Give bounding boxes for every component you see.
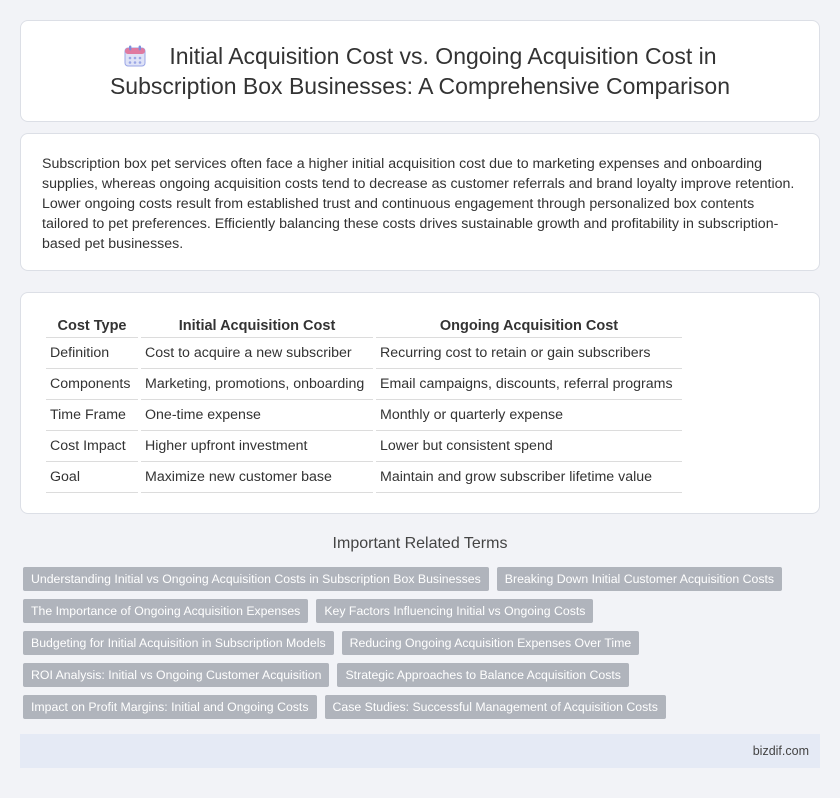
column-header-cost-type: Cost Type bbox=[46, 315, 138, 338]
page-title-text: Initial Acquisition Cost vs. Ongoing Acquisition Cost in Subscription Box Businesses: A Comprehensive Comparison bbox=[109, 43, 731, 99]
column-header-ongoing: Ongoing Acquisition Cost bbox=[376, 315, 682, 338]
table-cell: Cost to acquire a new subscriber bbox=[141, 338, 373, 369]
related-term-tag[interactable]: Impact on Profit Margins: Initial and Ongoing Costs bbox=[23, 695, 317, 719]
table-cell: One-time expense bbox=[141, 400, 373, 431]
title-card bbox=[20, 20, 820, 122]
table-cell: Higher upfront investment bbox=[141, 431, 373, 462]
intro-card bbox=[20, 133, 820, 271]
table-cell: Goal bbox=[46, 462, 138, 493]
table-cell: Maintain and grow subscriber lifetime value bbox=[376, 462, 682, 493]
tag-row bbox=[23, 599, 823, 623]
table-cell: Monthly or quarterly expense bbox=[376, 400, 682, 431]
related-term-tag[interactable]: Strategic Approaches to Balance Acquisition Costs bbox=[337, 663, 628, 687]
related-term-tag[interactable]: Case Studies: Successful Management of Acquisition Costs bbox=[325, 695, 666, 719]
related-term-tag[interactable]: Breaking Down Initial Customer Acquisition Costs bbox=[497, 567, 782, 591]
table-header-row bbox=[46, 315, 682, 338]
comparison-table-card bbox=[20, 292, 820, 514]
related-term-tag[interactable]: The Importance of Ongoing Acquisition Expenses bbox=[23, 599, 308, 623]
table-cell: Recurring cost to retain or gain subscribers bbox=[376, 338, 682, 369]
tag-row bbox=[23, 663, 823, 687]
table-row bbox=[46, 462, 682, 493]
calendar-icon bbox=[123, 44, 147, 68]
table-cell: Components bbox=[46, 369, 138, 400]
footer bbox=[20, 734, 820, 768]
table-cell: Marketing, promotions, onboarding bbox=[141, 369, 373, 400]
tag-row bbox=[23, 567, 823, 591]
table-row bbox=[46, 400, 682, 431]
related-term-tag[interactable]: Reducing Ongoing Acquisition Expenses Over Time bbox=[342, 631, 640, 655]
related-terms-heading: Important Related Terms bbox=[332, 535, 508, 552]
table-cell: Definition bbox=[46, 338, 138, 369]
table-row bbox=[46, 431, 682, 462]
related-term-tag[interactable]: ROI Analysis: Initial vs Ongoing Customer Acquisition bbox=[23, 663, 329, 687]
table-cell: Cost Impact bbox=[46, 431, 138, 462]
table-cell: Lower but consistent spend bbox=[376, 431, 682, 462]
related-term-tag[interactable]: Key Factors Influencing Initial vs Ongoing Costs bbox=[316, 599, 593, 623]
column-header-initial: Initial Acquisition Cost bbox=[141, 315, 373, 338]
table-cell: Maximize new customer base bbox=[141, 462, 373, 493]
table-cell: Email campaigns, discounts, referral programs bbox=[376, 369, 682, 400]
comparison-table bbox=[43, 315, 685, 493]
table-cell: Time Frame bbox=[46, 400, 138, 431]
intro-paragraph: Subscription box pet services often face a higher initial acquisition cost due to marketing expenses and onboarding supplies, whereas ongoing acquisition costs tend to decrease as customer referrals and brand loyalty improve retention. Lower ongoing costs result from established trust and continuous engagement through personalized box contents tailored to pet preferences. Efficiently balancing these costs drives sustainable growth and profitability in subscription-based pet businesses. bbox=[42, 156, 795, 252]
table-row bbox=[46, 338, 682, 369]
related-term-tag[interactable]: Budgeting for Initial Acquisition in Subscription Models bbox=[23, 631, 334, 655]
footer-site-link[interactable]: bizdif.com bbox=[752, 744, 809, 758]
page-title bbox=[61, 41, 779, 101]
tag-row bbox=[23, 695, 823, 719]
table-row bbox=[46, 369, 682, 400]
related-terms-list bbox=[23, 567, 823, 727]
related-term-tag[interactable]: Understanding Initial vs Ongoing Acquisition Costs in Subscription Box Businesses bbox=[23, 567, 489, 591]
tag-row bbox=[23, 631, 823, 655]
